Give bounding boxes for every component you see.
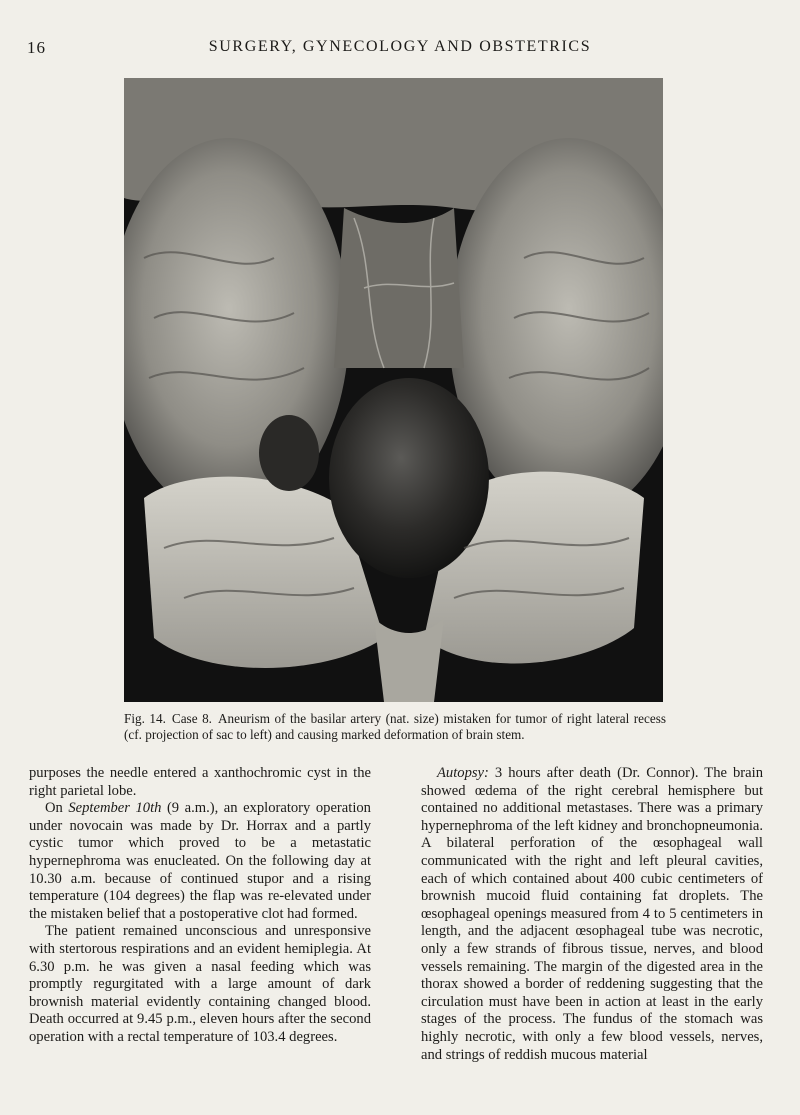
paragraph-text: (9 a.m.), an exploratory operation under novocain was made by Dr. Horrax and a partly cystic tumor which proved to be a metastatic hypernephroma was enucleated. On the following day at 10.30 a.m. because of continued stupor and a rising temperature (104 degrees) the flap was re-elevated under the mistaken belief that a postoperative clot had formed. — [29, 800, 371, 922]
paragraph-lead: On — [45, 800, 69, 817]
paragraph-text: 3 hours after death (Dr. Connor). The brain showed œdema of the right cerebral hemisphere but contained no additional metastases. There was a primary hypernephroma of the left kidney and bronchopneumonia. A bilateral perforation of the œsophageal wall communicated with the right and left pleural cavities, each of which contained about 400 cubic centimeters of brownish mucoid fluid containing fat droplets. The œsophageal openings measured from 4 to 5 centimeters in length, and the adjacent œsophageal tube was necrotic, only a few strands of fibrous tissue, nerves, and blood vessels remaining. The margin of the digested area in the thorax showed a border of reddening suggesting that the circulation must have been in action at least in the early stages of the process. The fundus of the stomach was highly necrotic, with only a few blood vessels, nerves, and strings of reddish mucous material — [421, 765, 763, 1063]
figure-photograph — [124, 78, 663, 702]
figure-caption — [124, 711, 666, 742]
autopsy-heading: Autopsy: — [437, 765, 489, 781]
date-text: September 10th — [68, 800, 162, 817]
figure-caption-text: Aneurism of the basilar artery (nat. size) mistaken for tumor of right lateral recess (cf. projection of sac to left) and causing marked deformation of brain stem. — [124, 711, 667, 742]
paragraph: purposes the needle entered a xanthochromic cyst in the right parietal lobe. — [29, 765, 371, 799]
paragraph: The patient remained unconscious and unresponsive with stertorous respirations and an evident hemiplegia. At 6.30 p.m. he was given a nasal feeding which was promptly regurgitated with a large amount of dark brownish material evidently containing changed blood. Death occurred at 9.45 p.m., eleven hours after the second operation with a rectal temperature of 103.4 degrees. — [29, 923, 371, 1045]
paragraph — [421, 765, 763, 1064]
figure-label: Fig. 14. — [124, 711, 166, 726]
left-column — [29, 765, 371, 1047]
running-title: SURGERY, GYNECOLOGY AND OBSTETRICS — [208, 38, 592, 55]
figure-case: Case 8. — [171, 711, 212, 726]
page-number: 16 — [27, 38, 46, 57]
paragraph — [29, 800, 371, 923]
page-header — [0, 34, 800, 60]
right-column — [421, 765, 763, 1064]
